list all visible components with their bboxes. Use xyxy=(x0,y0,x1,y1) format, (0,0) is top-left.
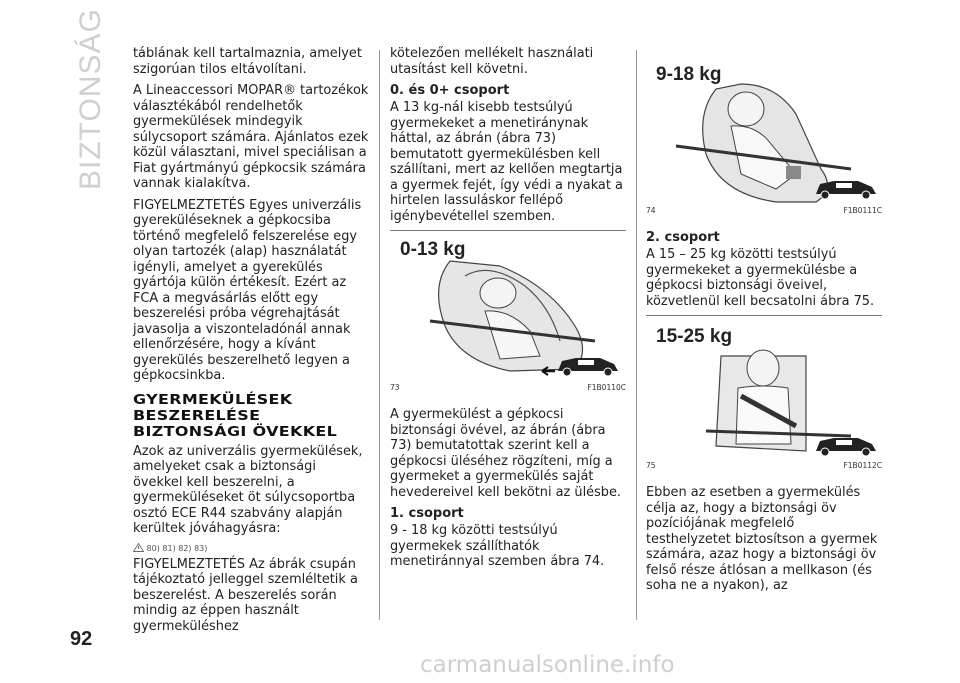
column-divider xyxy=(636,50,637,620)
booster-seat-illustration xyxy=(646,316,882,461)
paragraph: táblának kell tartalmaznia, amelyet szigorúan tilos eltávolítani. xyxy=(133,46,362,77)
paragraph: A 15 – 25 kg közötti testsúlyú gyermekeket a gyermekülésbe a gépkocsi biztonsági öveivel, közvetlenül kell becsatolni ábra 75. xyxy=(646,247,875,309)
car-icon xyxy=(816,181,876,199)
figure-number: 74 xyxy=(646,206,656,215)
paragraph: Ebben az esetben a gyermekülés célja az, hogy a biztonsági öv pozíciójának megfelelő testhelyzetet biztosítson a gyermek számára, azaz hogy a biztonsági öv felső része átlósan a mellkason (és soha ne a nyakon), az xyxy=(646,485,878,593)
car-icon xyxy=(816,438,876,456)
car-icon xyxy=(558,358,618,376)
section-heading: GYERMEKÜLÉSEK BESZERELÉSE BIZTONSÁGI ÖVEKKEL xyxy=(133,391,338,440)
subheading: 1. csoport xyxy=(390,506,464,521)
watermark: carmanualsonline.info xyxy=(420,652,675,678)
infant-seat-illustration xyxy=(390,231,626,383)
child-seat-illustration xyxy=(646,54,882,206)
section-title: BIZTONSÁG xyxy=(74,8,107,190)
paragraph: FIGYELMEZTETÉS Az ábrák csupán tájékoztató jelleggel szemléltetik a beszerelést. A beszerelés során mindig az éppen használt gyermeküléshez xyxy=(133,556,358,634)
figure-weight-label: 15-25 kg xyxy=(656,326,733,347)
paragraph: kötelezően mellékelt használati utasítást kell követni. xyxy=(390,46,594,77)
column-3 xyxy=(646,46,882,600)
figure-code: F1B0112C xyxy=(843,461,882,470)
paragraph: FIGYELMEZTETÉS Egyes univerzális gyereküléseknek a gépkocsiba történő megfelelő felszerelése egy olyan tartozék (alap) használatát igényli, amelyet a gyerekülés gyártója külön értékesít. Ezért az FCA a megvásárlás előtt egy beszerelési próba végrehajtását javasolja a viszonteladónál annak ellenőrzésére, hogy a kívánt gyerekülés beszerelhető legyen a gépkocsinkba. xyxy=(133,197,362,383)
warning-icon xyxy=(133,543,144,552)
figure-weight-label: 0-13 kg xyxy=(400,239,466,260)
column-2 xyxy=(390,46,626,576)
figure-number: 73 xyxy=(390,383,400,392)
column-1 xyxy=(133,46,369,640)
column-divider xyxy=(379,50,380,620)
figure-number: 75 xyxy=(646,461,656,470)
figure-code: F1B0111C xyxy=(843,206,882,215)
figure-73 xyxy=(390,230,626,383)
figure-code: F1B0110C xyxy=(587,383,626,392)
page-number: 92 xyxy=(70,628,93,650)
paragraph: A gyermekülést a gépkocsi biztonsági övével, az ábrán (ábra 73) bemutatottak szerint kell a gépkocsi üléséhez rögzíteni, míg a gyermeket a gyermekülés saját hevedereivel kell bekötni az ülésbe. xyxy=(390,407,622,500)
paragraph: A 13 kg-nál kisebb testsúlyú gyermekeket a menetiránynak háttal, az ábrán (ábra 73) bemutatott gyermekülésben kell szállítani, mert az kellően megtartja a gyermek fejét, így védi a nyakat a hirtelen lassuláskor fellépő igénybevétellel szemben. xyxy=(390,100,623,224)
notes-row: 80) 81) 82) 83) xyxy=(133,543,369,553)
paragraph: A Lineaccessori MOPAR® tartozékok választékából rendelhetők gyermekülések mindegyik súlycsoport számára. Ajánlatos ezek közül választani, mivel speciálisan a Fiat gyártmányú gépkocsik számára vannak kialakítva. xyxy=(133,83,369,191)
subheading: 0. és 0+ csoport xyxy=(390,83,510,98)
paragraph: 9 - 18 kg közötti testsúlyú gyermekek szállíthatók menetiránnyal szemben ábra 74. xyxy=(390,523,605,569)
figure-weight-label: 9-18 kg xyxy=(656,64,722,85)
figure-74 xyxy=(646,54,882,206)
subheading: 2. csoport xyxy=(646,230,720,245)
paragraph: Azok az univerzális gyermekülések, amelyeket csak a biztonsági övekkel kell beszerelni, a gyermeküléseket öt súlycsoportba osztó ECE R44 szabvány alapján kerültek jóváhagyásra: xyxy=(133,443,363,536)
figure-75 xyxy=(646,315,882,461)
